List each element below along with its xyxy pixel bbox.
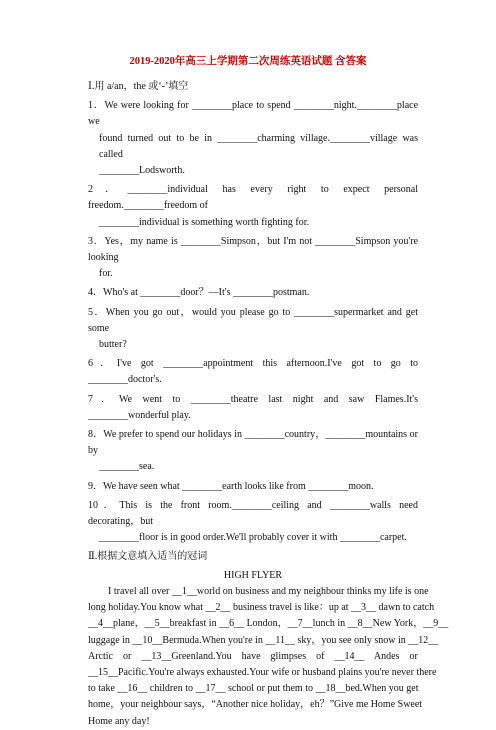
exercise-line: for. xyxy=(99,268,113,280)
passage-line: to take __16__ children to __17__ school or put them to __18__bed.When you get xyxy=(88,683,419,695)
exercise-number: 4． xyxy=(88,287,103,299)
exercise-line xyxy=(88,234,418,266)
exercise-line xyxy=(88,392,418,424)
exercise-line xyxy=(88,479,418,495)
exercise-number: 6． xyxy=(88,358,117,370)
exercise-list xyxy=(88,98,418,546)
exercise-item xyxy=(88,479,418,495)
exercise-text: We were looking for ________place to spend ________night.________place we xyxy=(88,100,419,128)
section-2-heading: Ⅱ.根据文意填入适当的冠词 xyxy=(88,551,208,563)
exercise-line: ________sea. xyxy=(99,461,155,473)
exercise-text: We have seen what ________earth looks like from ________moon. xyxy=(103,480,374,492)
exercise-number: 8． xyxy=(88,429,104,441)
exercise-line xyxy=(88,305,418,337)
exercise-number: 10． xyxy=(88,499,120,511)
exercise-text: We prefer to spend our holidays in ________country，________mountains or by xyxy=(88,429,418,457)
exercise-line xyxy=(88,427,418,459)
exercise-line xyxy=(88,498,418,530)
exercise-number: 3． xyxy=(88,235,105,247)
exercise-text: Yes，my name is ________Simpson，but I'm not ________Simpson you're looking xyxy=(88,235,419,264)
page-title: 2019-2020年高三上学期第二次周练英语试题 含答案 xyxy=(129,56,367,67)
passage-line: __15__Pacific.You're always exhausted.Your wife or husband plains you're never there xyxy=(88,666,437,678)
exercise-line: ________individual is something worth fighting for. xyxy=(99,216,309,228)
document-content xyxy=(88,79,449,730)
exercise-number: 2． xyxy=(88,184,128,196)
exercise-item xyxy=(88,182,418,231)
exercise-number: 7． xyxy=(88,393,119,405)
exercise-text: This is the front room.________ceiling and ________walls need decorating，but xyxy=(88,499,418,528)
exercise-number: 1． xyxy=(88,100,105,112)
passage-line: I travel all over __1__world on business and my neighbour thinks my life is one xyxy=(108,585,429,597)
exercise-text: I've got ________appointment this afternoon.I've got to go to ________doctor's. xyxy=(88,358,419,386)
exercise-item xyxy=(88,392,418,424)
exercise-number: 9． xyxy=(88,480,103,492)
passage-line: __4__plane，__5__breakfast in __6__ London，__7__lunch in __8__New York，__9__ xyxy=(88,618,449,630)
exercise-text: ________individual has every right to expect personal freedom.________freedom of xyxy=(88,184,419,212)
passage-body xyxy=(88,584,449,730)
exercise-number: 5． xyxy=(88,306,106,318)
exercise-line: found turned out to be in ________charming village.________village was called xyxy=(99,132,418,160)
section-1-heading: Ⅰ.用 a/an，the 或‘-’填空 xyxy=(88,81,189,92)
passage-line: long holiday.You know what __2__ business travel is like：up at __3__ dawn to catch xyxy=(88,602,435,614)
exercise-text: We went to ________theatre last night and saw Flames.It's ________wonderful play. xyxy=(88,393,419,421)
exercise-line xyxy=(88,285,418,301)
exercise-line: butter? xyxy=(99,339,127,351)
passage-line: Arctic or __13__Greenland.You have glimpses of __14__ Andes or xyxy=(88,650,418,662)
exercise-text: When you go out，would you please go to ________supermarket and get some xyxy=(88,306,419,334)
exercise-line xyxy=(88,98,418,130)
passage-line: home，your neighbour says，“Another nice holiday，eh？”Give me Home Sweet xyxy=(88,699,423,711)
exercise-item xyxy=(88,498,418,547)
exercise-text: Who's at ________door？—It's ________postman. xyxy=(103,287,310,299)
exercise-item xyxy=(88,356,418,388)
passage-title: HIGH FLYER xyxy=(223,569,283,581)
exercise-item xyxy=(88,234,418,283)
passage-line: Home any day! xyxy=(88,715,150,727)
passage-line: luggage in __10__Bermuda.When you're in __11__ sky，you see only snow in __12__ xyxy=(88,634,439,646)
exercise-item xyxy=(88,427,418,476)
exercise-line: ________Lodsworth. xyxy=(99,165,185,177)
exercise-line: ________floor is in good order.We'll probably cover it with ________carpet. xyxy=(99,532,407,544)
exercise-line xyxy=(88,182,418,214)
exercise-item xyxy=(88,98,418,179)
exercise-line xyxy=(88,356,418,388)
exercise-item xyxy=(88,285,418,301)
exercise-item xyxy=(88,305,418,354)
